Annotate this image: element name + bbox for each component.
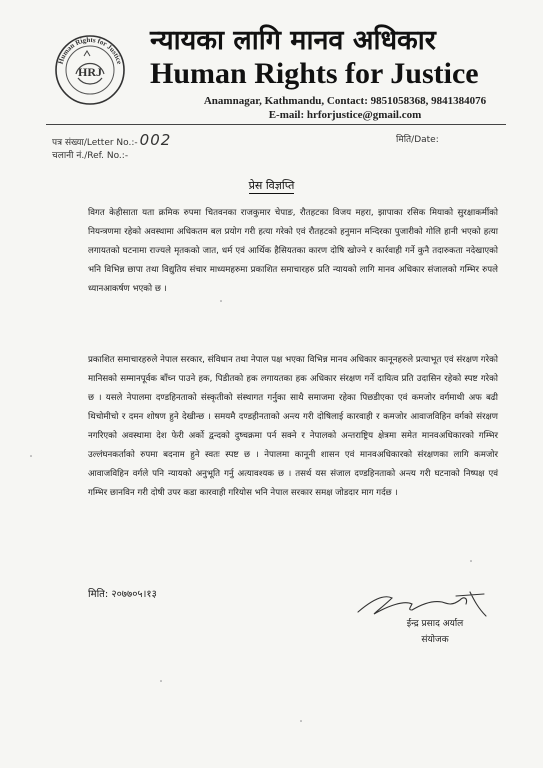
scan-speck — [160, 680, 162, 682]
svg-text:Human Rights for Justice — [57, 36, 124, 65]
org-email: E-mail: hrforjustice@gmail.com — [268, 109, 422, 121]
scan-speck — [300, 720, 302, 722]
signatory-name: ईन्द्र प्रसाद अर्याल — [406, 619, 464, 629]
org-address: Anamnagar, Kathmandu, Contact: 9851058368, 9841384076 — [203, 95, 487, 107]
logo-ring-text: Human Rights for Justice — [56, 35, 124, 66]
body-paragraph-2: प्रकाशित समाचारहरुले नेपाल सरकार, संविधान तथा नेपाल पक्ष भएका विभिन्न मानव अधिकार कानूनहरुले प्रत्याभूत एवं संरक्षण गरेको मानिसको सम्मानपूर्वक बाँच्न पाउने हक, पिडीतको हक लगायतका हक अधिकार संरक्षण गर्ने दायित्व प्रति उदासिन रहेको स्पष्ट गरेको छ । यसले नेपालमा दण्डहिनताको संस्कृतीको संस्थागत गर्नुका साथै समाजमा रहेका पिछडीएका एवं कमजोर वर्गमाथी अफ बढी थिचोमीचो र दमन शोषण हुने देखीन्छ । समयमै दण्डहीनताको अन्त्य गरी दोषिलाई कारवाही र कमजोर आवाजविहिन वर्गको संरक्षण नगरिएको अवस्थामा देश फेरी अर्को द्वन्दको दुष्चक्रमा पर्न सक्ने र नेपालको अन्तराष्ट्रिय क्षेत्रमा समेत मानवअधिकारको गम्भिर उल्लंघनकर्ताको रुपमा बदनाम हुने स्वतः स्पष्ट छ । नेपालमा कानूनी शासन एवं मानवअधिकारको संरक्षणका लागि कमजोर आवाजविहिन वर्गले पनि न्यायको अनुभूति गर्नु अत्यावश्यक छ । तसर्थ यस संजाल दण्डहिनताको अन्त्य गरी घटनाको निष्पक्ष एवं गम्भिर छानविन गरी दोषी उपर कडा कारवाही गरियोस भनि नेपाल सरकार समक्ष जोडदार माग गर्दछ । — [88, 355, 498, 498]
signatory-title: संयोजक — [421, 635, 449, 645]
org-title-nepali: न्यायका लागि मानव अधिकार — [150, 25, 436, 56]
body-paragraph-1: विगत केहीसाता यता क्रमिक रुपमा चितवनका राजकुमार चेपाङ, रौतहटका विजय महरा, झापाका रसिक मियाको सुरक्षाकर्मीको नियन्त्रणमा रहेको अवस्थामा अधिकतम बल प्रयोग गरी हत्या गरेको एवं रौतहटको हनुमान मन्दिरका पुजारीको गोलि हानी भएको हत्या लगायतको घटनामा राज्यले मृतकको जात, धर्म एवं आर्थिक हैसियतका कारण दोषि खोज्ने र कार्रवाही गर्ने कुनै तदारुकता नदेखाएको भनि विभिन्न छापा तथा विद्युतिय संचार माध्यमहरुमा प्रकाशित समाचारहरु प्रति न्यायको लागि मानव अधिकार संजालको गम्भिर रुपले ध्यानआकर्षण भएको छ । — [88, 208, 498, 294]
letterhead-divider — [46, 124, 506, 125]
date-field-label: मिति/Date: — [396, 135, 439, 145]
logo-monogram: HRJ — [78, 65, 102, 79]
scan-speck — [220, 300, 222, 302]
press-release-heading — [0, 178, 543, 193]
letter-number-label: पत्र संख्या/Letter No.:- — [52, 138, 138, 148]
letter-number-value: 002 — [139, 131, 172, 149]
hrj-logo — [54, 34, 126, 106]
scan-speck — [470, 560, 472, 562]
reference-number-row — [52, 150, 128, 162]
reference-number-label: चलानी नं./Ref. No.:- — [52, 151, 129, 161]
letter-number-row — [52, 131, 172, 149]
release-date: मिति: २०७७०५।१३ — [88, 589, 157, 600]
org-title-english: Human Rights for Justice — [150, 57, 479, 90]
scan-speck — [30, 455, 32, 457]
heading-text: प्रेस विज्ञप्ति — [248, 179, 295, 192]
